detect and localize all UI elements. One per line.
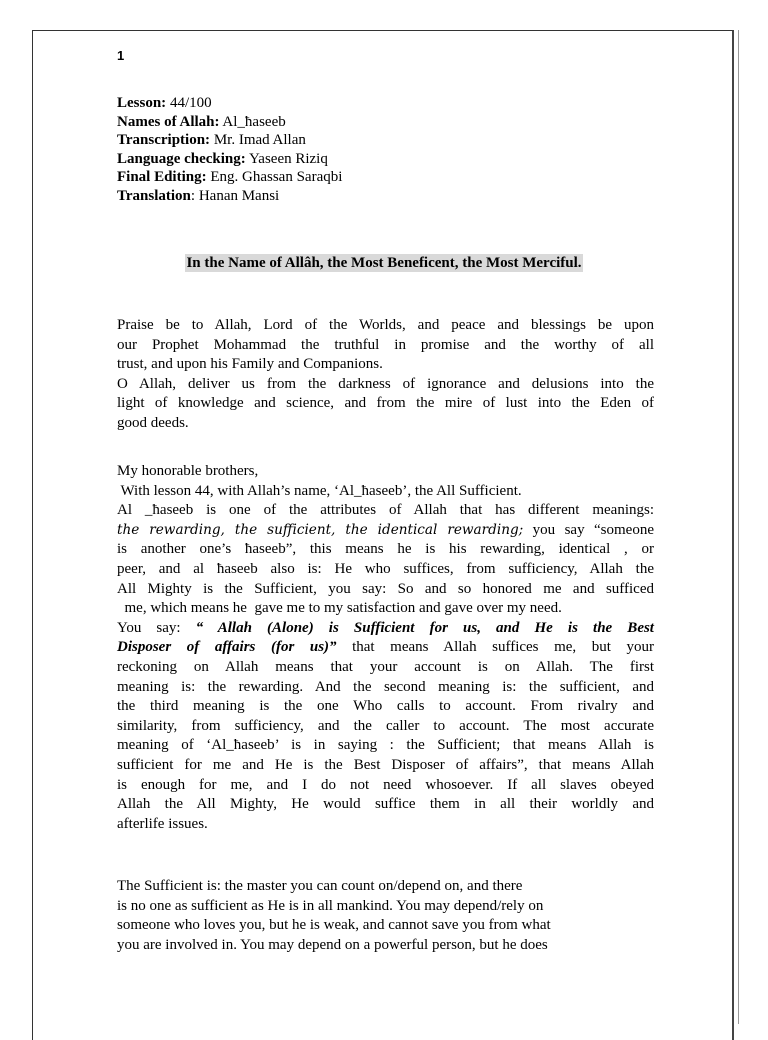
text-line: With lesson 44, with Allah’s name, ‘Al_ħaseeb’, the All Sufficient.: [117, 482, 522, 499]
text-line: My honorable brothers,: [117, 463, 259, 479]
text-line: Praise be to Allah, Lord of the Worlds, and peace and blessings be upon: [117, 317, 654, 333]
heading-text: In the Name of Allâh, the Most Beneficent, the Most Merciful.: [186, 255, 582, 271]
meta-label: Translation: [117, 187, 191, 204]
meta-label: Transcription:: [117, 132, 211, 148]
text-line: the third meaning is the one Who calls to account. From rivalry and: [117, 698, 654, 715]
text-line: [117, 521, 654, 541]
text-line: All Mighty is the Sufficient, you say: So and so honored me and sufficed: [117, 580, 654, 597]
text-line: is enough for me, and I do not need whosoever. If all slaves obeyed: [117, 776, 654, 793]
meta-transcription: [117, 131, 342, 150]
meta-lesson: [117, 94, 342, 113]
meta-label: Language checking:: [117, 150, 246, 167]
meta-label: Final Editing:: [117, 169, 207, 185]
text-line: O Allah, deliver us from the darkness of ignorance and delusions into the: [117, 375, 654, 392]
meta-label: Names of Allah:: [117, 113, 220, 130]
text-line: The Sufficient is: the master you can count on/depend on, and there: [117, 878, 523, 894]
text-line: [117, 619, 654, 639]
text-line: good deeds.: [117, 414, 189, 431]
text-line: similarity, from sufficiency, and the caller to account. The most accurate: [117, 717, 654, 734]
text-line: me, which means he gave me to my satisfaction and gave over my need.: [117, 600, 562, 617]
text-line: light of knowledge and science, and from the mire of lust into the Eden of: [117, 395, 654, 412]
lesson-metadata: [117, 94, 342, 205]
meta-value: : Hanan Mansi: [190, 187, 280, 204]
text-line: afterlife issues.: [117, 815, 208, 832]
meta-translation: [117, 187, 342, 206]
text-line: peer, and al ħaseeb also is: He who suffices, from sufficiency, Allah the: [117, 560, 654, 577]
text-run: you say “someone: [523, 521, 654, 538]
page-edge: [738, 30, 739, 1024]
meta-value: Eng. Ghassan Saraqbi: [206, 169, 343, 185]
meta-value: Al_ħaseeb: [219, 113, 286, 130]
meta-language-checking: [117, 150, 342, 169]
text-line: trust, and upon his Family and Companions.: [117, 356, 383, 373]
text-line: you are involved in. You may depend on a powerful person, but he does: [117, 936, 548, 953]
text-line: Allah the All Mighty, He would suffice them in all their worldly and: [117, 796, 654, 813]
quran-quote: Disposer of affairs (for us)”: [117, 639, 337, 656]
meta-value: Yaseen Riziq: [245, 150, 328, 167]
text-line: is no one as sufficient as He is in all mankind. You may depend/rely on: [117, 897, 544, 914]
text-run: You say:: [117, 619, 196, 636]
body-paragraph: [117, 462, 654, 834]
quran-quote: “ Allah (Alone) is Sufficient for us, and He is the Best: [195, 619, 654, 636]
italic-meanings: the rewarding, the sufficient, the identical rewarding;: [117, 521, 524, 538]
meta-value: 44/100: [166, 95, 212, 111]
basmala-heading: [117, 255, 651, 272]
closing-paragraph: [117, 877, 647, 955]
text-line: our Prophet Mohammad the truthful in promise and the worthy of all: [117, 336, 654, 353]
text-line: [117, 638, 654, 658]
text-line: Al _ħaseeb is one of the attributes of Allah that has different meanings:: [117, 502, 654, 519]
text-line: sufficient for me and He is the Best Disposer of affairs”, that means Allah: [117, 756, 654, 773]
meta-label: Lesson:: [117, 95, 167, 111]
text-line: someone who loves you, but he is weak, and cannot save you from what: [117, 917, 551, 934]
meta-value: Mr. Imad Allan: [210, 132, 306, 148]
meta-names-of-allah: [117, 113, 342, 132]
text-run: that means Allah suffices me, but your: [336, 639, 654, 656]
text-line: reckoning on Allah means that your account is on Allah. The first: [117, 658, 654, 675]
text-line: meaning is: the rewarding. And the second meaning is: the sufficient, and: [117, 678, 654, 695]
meta-final-editing: [117, 168, 342, 187]
text-line: meaning of ‘Al_ħaseeb’ is in saying : the Sufficient; that means Allah is: [117, 737, 654, 754]
intro-paragraph: [117, 316, 654, 434]
page-number: 1: [117, 48, 125, 63]
text-line: is another one’s ħaseeb”, this means he is his rewarding, identical , or: [117, 541, 654, 558]
